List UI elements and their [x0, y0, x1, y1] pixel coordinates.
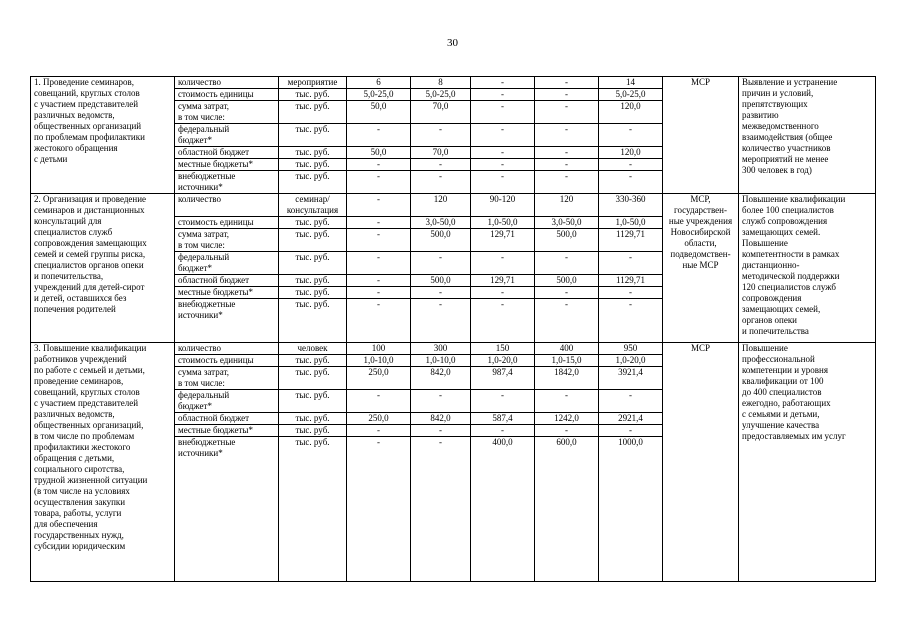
- value-cell: -: [599, 299, 663, 343]
- page-number: 30: [447, 37, 458, 49]
- value-cell: -: [411, 252, 471, 275]
- indicator-cell: сумма затрат, в том числе:: [175, 101, 279, 124]
- value-cell: 14: [599, 77, 663, 89]
- unit-cell: тыс. руб.: [279, 89, 347, 101]
- value-cell: 3921,4: [599, 367, 663, 390]
- value-cell: -: [471, 89, 535, 101]
- value-cell: -: [471, 299, 535, 343]
- value-cell: 1,0-20,0: [599, 355, 663, 367]
- indicator-cell: внебюджетные источники*: [175, 299, 279, 343]
- value-cell: -: [471, 252, 535, 275]
- value-cell: -: [471, 287, 535, 299]
- value-cell: 1,0-10,0: [411, 355, 471, 367]
- value-cell: -: [471, 101, 535, 124]
- unit-cell: человек: [279, 343, 347, 355]
- value-cell: 1,0-15,0: [535, 355, 599, 367]
- value-cell: -: [599, 252, 663, 275]
- unit-cell: тыс. руб.: [279, 159, 347, 171]
- unit-cell: тыс. руб.: [279, 171, 347, 194]
- value-cell: -: [471, 159, 535, 171]
- value-cell: -: [535, 77, 599, 89]
- executor-cell: МСР, государствен- ные учреждения Новосибирской области, подведомствен- ные МСР: [663, 194, 739, 343]
- indicator-cell: областной бюджет: [175, 413, 279, 425]
- value-cell: -: [535, 124, 599, 147]
- value-cell: -: [599, 287, 663, 299]
- indicator-cell: сумма затрат, в том числе:: [175, 229, 279, 252]
- value-cell: -: [471, 147, 535, 159]
- value-cell: 1129,71: [599, 229, 663, 252]
- value-cell: 1,0-50,0: [599, 217, 663, 229]
- unit-cell: тыс. руб.: [279, 217, 347, 229]
- indicator-cell: стоимость единицы: [175, 217, 279, 229]
- value-cell: -: [535, 171, 599, 194]
- value-cell: 250,0: [347, 413, 411, 425]
- value-cell: 70,0: [411, 147, 471, 159]
- value-cell: 5,0-25,0: [347, 89, 411, 101]
- value-cell: -: [347, 287, 411, 299]
- value-cell: -: [471, 171, 535, 194]
- indicator-cell: количество: [175, 194, 279, 217]
- value-cell: -: [347, 299, 411, 343]
- result-cell: Повышение квалификации более 100 специалистов служб сопровождения замещающих семей. Повышение компетентности в рамках дистанционно- методической поддержки 120 специалистов служб сопровождения замещающих семей, органов опеки и попечительства: [739, 194, 876, 343]
- value-cell: 5,0-25,0: [411, 89, 471, 101]
- unit-cell: тыс. руб.: [279, 390, 347, 413]
- indicator-cell: областной бюджет: [175, 275, 279, 287]
- value-cell: 1,0-50,0: [471, 217, 535, 229]
- value-cell: 400: [535, 343, 599, 355]
- value-cell: 500,0: [535, 275, 599, 287]
- value-cell: -: [411, 171, 471, 194]
- value-cell: -: [347, 252, 411, 275]
- value-cell: 120,0: [599, 101, 663, 124]
- value-cell: 2921,4: [599, 413, 663, 425]
- value-cell: 1,0-10,0: [347, 355, 411, 367]
- value-cell: 50,0: [347, 147, 411, 159]
- value-cell: -: [411, 437, 471, 582]
- value-cell: 1000,0: [599, 437, 663, 582]
- value-cell: -: [535, 101, 599, 124]
- value-cell: -: [411, 299, 471, 343]
- value-cell: -: [411, 287, 471, 299]
- indicator-cell: стоимость единицы: [175, 89, 279, 101]
- activity-cell: 2. Организация и проведение семинаров и дистанционных консультаций для специалистов служб сопровождения замещающих семей и семей группы риска, специалистов органов опеки и попечительства, учреждений для детей-сирот и детей, оставшихся без попечения родителей: [31, 194, 175, 343]
- value-cell: 500,0: [411, 229, 471, 252]
- value-cell: -: [535, 287, 599, 299]
- activity-cell: 1. Проведение семинаров, совещаний, круглых столов с участием представителей различных ведомств, общественных организаций по проблемам профилактики жестокого обращения с детьми: [31, 77, 175, 194]
- unit-cell: тыс. руб.: [279, 425, 347, 437]
- value-cell: 1,0-20,0: [471, 355, 535, 367]
- value-cell: 500,0: [411, 275, 471, 287]
- value-cell: -: [347, 425, 411, 437]
- value-cell: 1242,0: [535, 413, 599, 425]
- value-cell: -: [471, 77, 535, 89]
- value-cell: -: [411, 159, 471, 171]
- value-cell: -: [535, 89, 599, 101]
- value-cell: 129,71: [471, 229, 535, 252]
- value-cell: 8: [411, 77, 471, 89]
- unit-cell: тыс. руб.: [279, 124, 347, 147]
- value-cell: 129,71: [471, 275, 535, 287]
- value-cell: -: [411, 124, 471, 147]
- value-cell: -: [535, 390, 599, 413]
- indicator-cell: местные бюджеты*: [175, 425, 279, 437]
- value-cell: -: [347, 275, 411, 287]
- value-cell: -: [347, 390, 411, 413]
- value-cell: -: [471, 124, 535, 147]
- value-cell: 5,0-25,0: [599, 89, 663, 101]
- unit-cell: тыс. руб.: [279, 355, 347, 367]
- unit-cell: тыс. руб.: [279, 367, 347, 390]
- indicator-cell: стоимость единицы: [175, 355, 279, 367]
- value-cell: 842,0: [411, 413, 471, 425]
- value-cell: 90-120: [471, 194, 535, 217]
- unit-cell: тыс. руб.: [279, 252, 347, 275]
- value-cell: -: [471, 425, 535, 437]
- value-cell: 300: [411, 343, 471, 355]
- value-cell: -: [347, 124, 411, 147]
- indicator-cell: количество: [175, 77, 279, 89]
- unit-cell: тыс. руб.: [279, 147, 347, 159]
- value-cell: 70,0: [411, 101, 471, 124]
- value-cell: -: [347, 437, 411, 582]
- unit-cell: тыс. руб.: [279, 437, 347, 582]
- value-cell: -: [471, 390, 535, 413]
- value-cell: 400,0: [471, 437, 535, 582]
- value-cell: 1129,71: [599, 275, 663, 287]
- value-cell: 500,0: [535, 229, 599, 252]
- value-cell: 150: [471, 343, 535, 355]
- value-cell: -: [347, 229, 411, 252]
- unit-cell: тыс. руб.: [279, 101, 347, 124]
- value-cell: 6: [347, 77, 411, 89]
- value-cell: 950: [599, 343, 663, 355]
- value-cell: -: [599, 390, 663, 413]
- value-cell: 100: [347, 343, 411, 355]
- value-cell: -: [599, 171, 663, 194]
- unit-cell: тыс. руб.: [279, 229, 347, 252]
- unit-cell: тыс. руб.: [279, 287, 347, 299]
- activity-cell: 3. Повышение квалификации работников учреждений по работе с семьей и детьми, проведение семинаров, совещаний, круглых столов с участием представителей различных ведомств, общественных организаций, в том числе по проблемам профилактики жестокого обращения с детьми, социального сиротства, трудной жизненной ситуации (в том числе на условиях осуществления закупки товара, работы, услуги для обеспечения государственных нужд, субсидии юридическим: [31, 343, 175, 582]
- unit-cell: мероприятие: [279, 77, 347, 89]
- value-cell: 987,4: [471, 367, 535, 390]
- indicator-cell: федеральный бюджет*: [175, 390, 279, 413]
- indicator-cell: местные бюджеты*: [175, 159, 279, 171]
- unit-cell: тыс. руб.: [279, 275, 347, 287]
- result-cell: Повышение профессиональной компетенции и уровня квалификации от 100 до 400 специалистов ежегодно, работающих с семьями и детьми, улучшение качества предоставляемых им услуг: [739, 343, 876, 582]
- value-cell: 120,0: [599, 147, 663, 159]
- value-cell: -: [535, 159, 599, 171]
- indicator-cell: внебюджетные источники*: [175, 437, 279, 582]
- value-cell: -: [535, 299, 599, 343]
- value-cell: 330-360: [599, 194, 663, 217]
- value-cell: -: [347, 171, 411, 194]
- value-cell: 120: [535, 194, 599, 217]
- value-cell: -: [411, 425, 471, 437]
- table-row: [31, 343, 876, 355]
- value-cell: -: [347, 194, 411, 217]
- value-cell: -: [347, 159, 411, 171]
- indicator-cell: федеральный бюджет*: [175, 124, 279, 147]
- unit-cell: тыс. руб.: [279, 299, 347, 343]
- value-cell: 842,0: [411, 367, 471, 390]
- value-cell: 600,0: [535, 437, 599, 582]
- value-cell: -: [535, 252, 599, 275]
- value-cell: 120: [411, 194, 471, 217]
- value-cell: 250,0: [347, 367, 411, 390]
- table-row: [31, 77, 876, 89]
- indicator-cell: количество: [175, 343, 279, 355]
- indicator-cell: внебюджетные источники*: [175, 171, 279, 194]
- value-cell: 3,0-50,0: [535, 217, 599, 229]
- table-row: [31, 194, 876, 217]
- unit-cell: семинар/ консультация: [279, 194, 347, 217]
- value-cell: 587,4: [471, 413, 535, 425]
- value-cell: 1842,0: [535, 367, 599, 390]
- value-cell: 50,0: [347, 101, 411, 124]
- value-cell: -: [411, 390, 471, 413]
- indicator-cell: областной бюджет: [175, 147, 279, 159]
- value-cell: -: [535, 425, 599, 437]
- indicator-cell: сумма затрат, в том числе:: [175, 367, 279, 390]
- unit-cell: тыс. руб.: [279, 413, 347, 425]
- program-table: [30, 76, 876, 582]
- value-cell: -: [599, 159, 663, 171]
- value-cell: -: [599, 425, 663, 437]
- value-cell: -: [535, 147, 599, 159]
- result-cell: Выявление и устранение причин и условий, препятствующих развитию межведомственного взаимодействия (общее количество участников мероприятий не менее 300 человек в год): [739, 77, 876, 194]
- executor-cell: МСР: [663, 343, 739, 582]
- indicator-cell: федеральный бюджет*: [175, 252, 279, 275]
- value-cell: -: [347, 217, 411, 229]
- value-cell: 3,0-50,0: [411, 217, 471, 229]
- executor-cell: МСР: [663, 77, 739, 194]
- value-cell: -: [599, 124, 663, 147]
- indicator-cell: местные бюджеты*: [175, 287, 279, 299]
